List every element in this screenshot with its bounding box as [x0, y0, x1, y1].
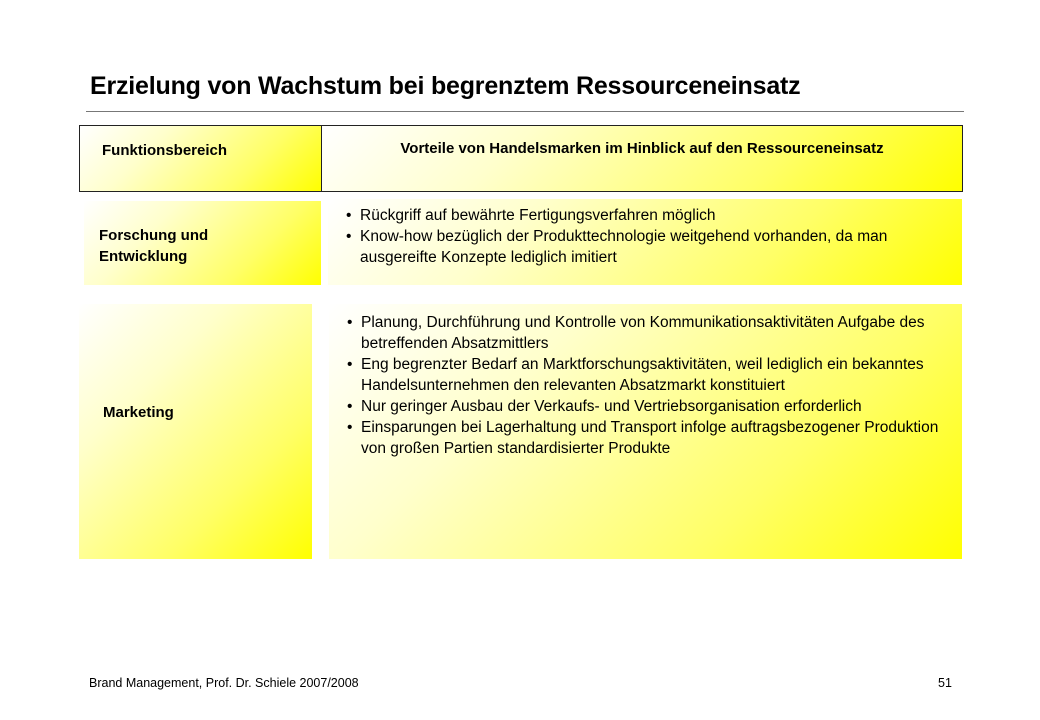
- list-item: • Eng begrenzter Bedarf an Marktforschungsaktivitäten, weil lediglich ein bekanntes Handelsunternehmen den relevanten Absatzmarkt konstituiert: [347, 354, 952, 396]
- header-advantages: [321, 125, 963, 192]
- row-marketing-bullet-list: [347, 312, 952, 459]
- footer-course-info: Brand Management, Prof. Dr. Schiele 2007/2008: [89, 676, 359, 690]
- title-divider: [86, 111, 964, 112]
- row-research-label-box: [84, 201, 321, 285]
- header-functional-area: [79, 125, 322, 192]
- row-marketing-label-box: [79, 304, 312, 559]
- row-research-advantages: [328, 199, 962, 285]
- slide-title: Erzielung von Wachstum bei begrenztem Ressourceneinsatz: [90, 72, 801, 100]
- list-item: • Einsparungen bei Lagerhaltung und Transport infolge auftragsbezogener Produktion von großen Partien standardisierter Produkte: [347, 417, 952, 459]
- list-item: • Rückgriff auf bewährte Fertigungsverfahren möglich: [346, 205, 952, 226]
- list-item: • Know-how bezüglich der Produkttechnologie weitgehend vorhanden, da man ausgereifte Konzepte lediglich imitiert: [346, 226, 952, 268]
- header-functional-area-label: Funktionsbereich: [102, 142, 228, 159]
- row-research-bullet-list: [346, 205, 952, 268]
- row-research-label: [99, 225, 208, 267]
- row-research-label-line2: Entwicklung: [99, 248, 188, 265]
- list-item: • Nur geringer Ausbau der Verkaufs- und Vertriebsorganisation erforderlich: [347, 396, 952, 417]
- page-number: 51: [938, 676, 952, 690]
- row-marketing-label: Marketing: [103, 404, 174, 421]
- row-research-label-line1: Forschung und: [99, 227, 209, 244]
- header-advantages-label: Vorteile von Handelsmarken im Hinblick auf den Ressourceneinsatz: [400, 140, 884, 157]
- list-item: • Planung, Durchführung und Kontrolle von Kommunikationsaktivitäten Aufgabe des betreffenden Absatzmittlers: [347, 312, 952, 354]
- row-marketing-advantages: [329, 304, 962, 559]
